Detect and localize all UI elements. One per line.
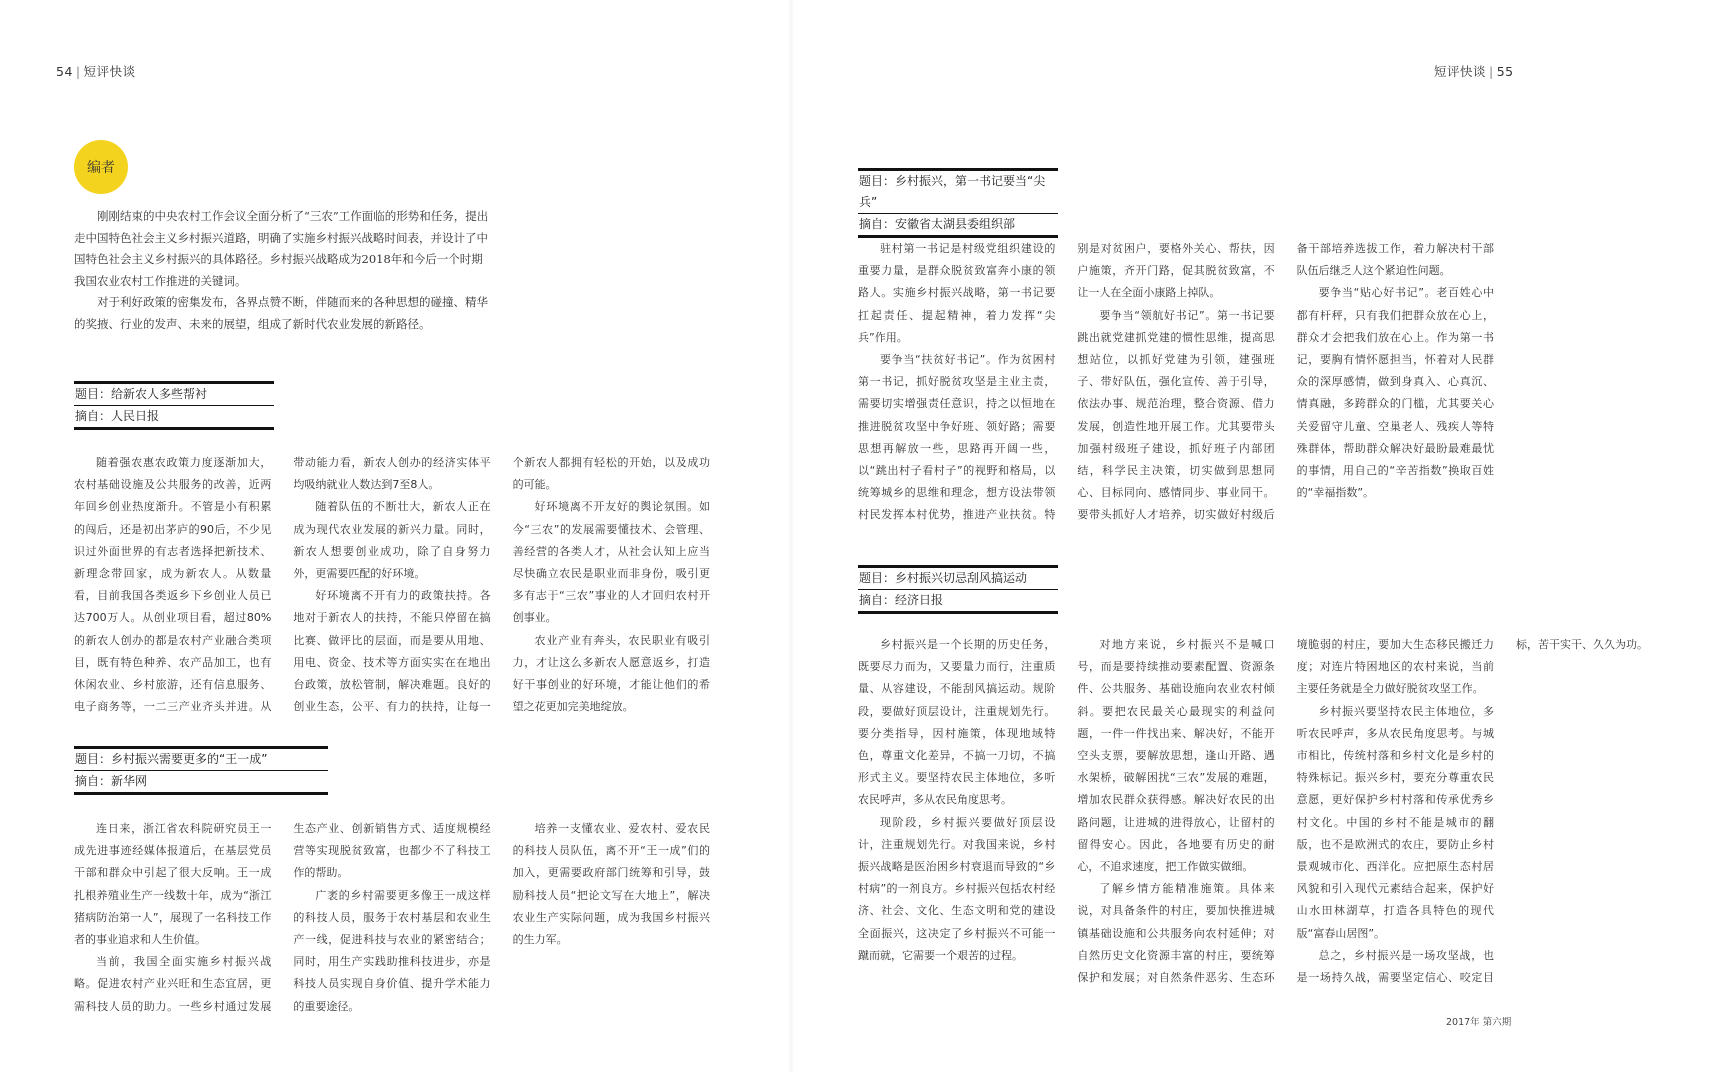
article-paragraph: 随着强农惠农政策力度逐渐加大，农村基础设施及公共服务的改善，近两年回乡创业热度渐升。不管是小有积累的闯后，还是初出茅庐的90后，不少见识过外面世界的有志者选择把新技术、新理念带回家，成为新农人。从数量看，目前我国各类返乡下乡创业人员已达700万人。从创业项目看，超过80%的新农人创办的都是农村产业融合类项目，既有特色种养、农产品加工，也有休闲农业、乡村旅游，还有信息服务、电子商务等，一二三产业齐头并进。从带动能力看，新农人创办的经济实体平均吸纳就业人数达到7至8人。 bbox=[74, 456, 491, 714]
article-header-2 bbox=[74, 746, 328, 795]
right-section-name: 短评快谈 bbox=[1434, 64, 1487, 79]
page-gutter-shadow bbox=[788, 0, 794, 1072]
article-body-1 bbox=[74, 452, 710, 722]
article-paragraph: 要争当“贴心好书记”。老百姓心中都有杆秤，只有我们把群众放在心上，群众才会把我们放在心上。作为第一书记，要胸有情怀愿担当，怀着对人民群众的深厚感情，做到身真入、心真沉、情真融，多跨群众的门槛，尤其要关心关爱留守儿童、空巢老人、残疾人等特殊群体，帮助群众解决好最盼最难最忧的事情，用自己的“辛苦指数”换取百姓的“幸福指数”。 bbox=[1296, 286, 1494, 500]
article-body-4 bbox=[858, 634, 1648, 999]
article-header-3 bbox=[858, 168, 1058, 238]
article-paragraph: 好环境离不开有力的政策扶持。各地对于新农人的扶持，不能只停留在搞比赛、做评比的层面，而是要从用地、用电、资金、技术等方面实实在在地出台政策，放松管制，解决难题。良好的创业生态，公平、有力的扶持，让每一个新农人都拥有轻松的开始，以及成功的可能。 bbox=[293, 456, 710, 714]
article-body-3 bbox=[858, 238, 1494, 538]
article-paragraph: 农业产业有奔头，农民职业有吸引力，才让这么多新农人愿意返乡，打造好干事创业的好环境，才能让他们的希望之花更加完美地绽放。 bbox=[512, 633, 710, 714]
left-section-name: 短评快谈 bbox=[83, 64, 136, 79]
article-paragraph: 连日来，浙江省农科院研究员王一成先进事迹经媒体报道后，在基层党员干部和群众中引起了很大反响。王一成扎根养殖业生产一线数十年，成为“浙江猪病防治第一人”，展现了一名科技工作者的事业追求和人生价值。 bbox=[74, 822, 272, 947]
article-source: 摘自：安徽省太湖县委组织部 bbox=[858, 213, 1058, 235]
article-title: 题目：乡村振兴，第一书记要当“尖兵” bbox=[859, 174, 1046, 209]
article-paragraph: 总之，乡村振兴是一场攻坚战，也是一场持久战，需要坚定信心、咬定目标，苦干实干、久久为功。 bbox=[1296, 638, 1648, 985]
article-paragraph: 培养一支懂农业、爱农村、爱农民的科技人员队伍，离不开“王一成”们的加入，更需要政府部门统筹和引导，鼓励科技人员“把论文写在大地上”，解决农业生产实际问题，成为我国乡村振兴的生力军。 bbox=[512, 822, 710, 947]
article-header-1 bbox=[74, 381, 274, 430]
left-page-number: 54 bbox=[56, 64, 73, 79]
article-header-4 bbox=[858, 565, 1058, 614]
article-paragraph: 乡村振兴要坚持农民主体地位，多听农民呼声，多从农民角度思考。与城市相比，传统村落和乡村文化是乡村的特殊标记。振兴乡村，要充分尊重农民意愿，更好保护乡村村落和传承优秀乡村文化。中国的乡村不能是城市的翻版，也不是欧洲式的农庄，要防止乡村景观城市化、西洋化。应把原生态村居风貌和引入现代元素结合起来，保护好山水田林湖草，打造各具特色的现代版“富春山居图”。 bbox=[1296, 704, 1494, 940]
article-title: 题目：乡村振兴切忌刮风搞运动 bbox=[859, 571, 1028, 585]
header-divider: | bbox=[1489, 64, 1494, 79]
article-paragraph: 当前，我国全面实施乡村振兴战略。促进农村产业兴旺和生态宜居，更需科技人员的助力。一些乡村通过发展生态产业、创新销售方式、适度规模经营等实现脱贫致富，也都少不了科技工作的帮助。 bbox=[74, 822, 491, 1013]
header-divider: | bbox=[75, 64, 81, 79]
right-page-number: 55 bbox=[1496, 64, 1514, 79]
article-source: 摘自：经济日报 bbox=[858, 589, 1058, 611]
issue-footer: 2017年 第六期 bbox=[1446, 1017, 1512, 1028]
article-paragraph: 了解乡情方能精准施策。具体来说，对具备条件的村庄，要加快推进城镇基础设施和公共服务向农村延伸；对自然历史文化资源丰富的村庄，要统筹保护和发展；对自然条件恶劣、生态环境脆弱的村庄，要加大生态移民搬迁力度；对连片特困地区的农村来说，当前主要任务就是全力做好脱贫攻坚工作。 bbox=[1077, 638, 1494, 985]
editor-intro bbox=[74, 206, 492, 336]
editor-badge-label: 编者 bbox=[87, 160, 115, 176]
right-page-header bbox=[1434, 62, 1514, 80]
article-paragraph: 要争当“扶贫好书记”。作为贫困村第一书记，抓好脱贫攻坚是主业主责，需要切实增强责任意识，持之以恒地在推进脱贫攻坚中争好班、领好路；需要思想再解放一些，思路再开阔一些，以“跳出村子看村子”的视野和格局，以统筹城乡的思维和理念，想方设法带领村民发挥本村优势，推进产业扶贫。特别是对贫困户，要格外关心、帮扶，因户施策，齐开门路，促其脱贫致富，不让一人在全面小康路上掉队。 bbox=[858, 242, 1275, 522]
article-paragraph: 现阶段，乡村振兴要做好顶层设计，注重规划先行。对我国来说，乡村振兴战略是医治困乡村衰退而导致的“乡村病”的一剂良方。乡村振兴包括农村经济、社会、文化、生态文明和党的建设全面振兴，这决定了乡村振兴不可能一蹴而就，它需要一个艰苦的过程。 bbox=[858, 815, 1056, 962]
article-paragraph: 广袤的乡村需要更多像王一成这样的科技人员，服务于农村基层和农业生产一线，促进科技与农业的紧密结合；同时，用生产实践助推科技进步，亦是科技人员实现自身价值、提升学术能力的重要途径。 bbox=[293, 888, 491, 1013]
editor-badge bbox=[74, 140, 128, 194]
article-paragraph: 乡村振兴是一个长期的历史任务，既要尽力而为，又要量力而行，注重质量、从容建设，不能刮风搞运动。规阶段，要做好顶层设计，注重规划先行。要分类指导，因村施策，体现地域特色，尊重文化差异，不搞一刀切，不搞形式主义。要坚持农民主体地位，多听农民呼声，多从农民角度思考。 bbox=[858, 638, 1056, 807]
article-paragraph: 随着队伍的不断壮大，新农人正在成为现代农业发展的新兴力量。同时，新农人想要创业成功，除了自身努力外，更需要匹配的好环境。 bbox=[293, 500, 491, 581]
intro-paragraph: 刚刚结束的中央农村工作会议全面分析了“三农”工作面临的形势和任务，提出走中国特色社会主义乡村振兴道路，明确了实施乡村振兴战略时间表，并设计了中国特色社会主义乡村振兴的具体路径。乡村振兴战略成为2018年和今后一个时期我国农业农村工作推进的关键词。 bbox=[74, 209, 489, 288]
article-source: 摘自：新华网 bbox=[74, 770, 328, 792]
article-source: 摘自：人民日报 bbox=[74, 405, 274, 427]
article-paragraph: 对地方来说，乡村振兴不是喊口号，而是要持续推动要素配置、资源条件、公共服务、基础设施向农业农村倾斜。要把农民最关心最现实的利益问题，一件一件找出来、解决好，不能开空头支票，要解放思想，逢山开路、遇水架桥，破解困扰“三农”发展的难题，增加农民群众获得感。解决好农民的出路问题，让进城的进得放心，让留村的留得安心。因此，各地要有历史的耐心，不追求速度，把工作做实做细。 bbox=[1077, 638, 1275, 874]
left-page-header bbox=[56, 62, 136, 80]
article-body-2 bbox=[74, 818, 710, 1018]
article-paragraph: 好环境离不开友好的舆论氛围。如今“三农”的发展需要懂技术、会管理、善经营的各类人才，从社会认知上应当尽快确立农民是职业而非身份，吸引更多有志于“三农”事业的人才回归农村开创事业。 bbox=[512, 500, 710, 625]
intro-paragraph: 对于利好政策的密集发布，各界点赞不断，伴随而来的各种思想的碰撞、精华的奖掖、行业的发声、未来的展望，组成了新时代农业发展的新路径。 bbox=[74, 295, 488, 331]
article-paragraph: 驻村第一书记是村级党组织建设的重要力量，是群众脱贫致富奔小康的领路人。实施乡村振兴战略，第一书记要扛起责任、提起精神，着力发挥“尖兵”作用。 bbox=[858, 242, 1056, 344]
article-title: 题目：给新农人多些帮衬 bbox=[75, 387, 208, 401]
article-paragraph: 要争当“领航好书记”。第一书记要跳出就党建抓党建的惯性思维，提高思想站位，以抓好党建为引领，建强班子、带好队伍，强化宣传、善于引导，依法办事、规范治理，整合资源、借力发展，创造性地开展工作。尤其要带头加强村级班子建设，抓好班子内部团结，科学民主决策，切实做到思想同心、目标同向、感情同步、事业同干。要带头抓好人才培养，切实做好村级后备干部培养选拔工作，着力解决村干部队伍后继乏人这个紧迫性问题。 bbox=[1077, 242, 1494, 522]
article-title: 题目：乡村振兴需要更多的“王一成” bbox=[75, 752, 268, 766]
